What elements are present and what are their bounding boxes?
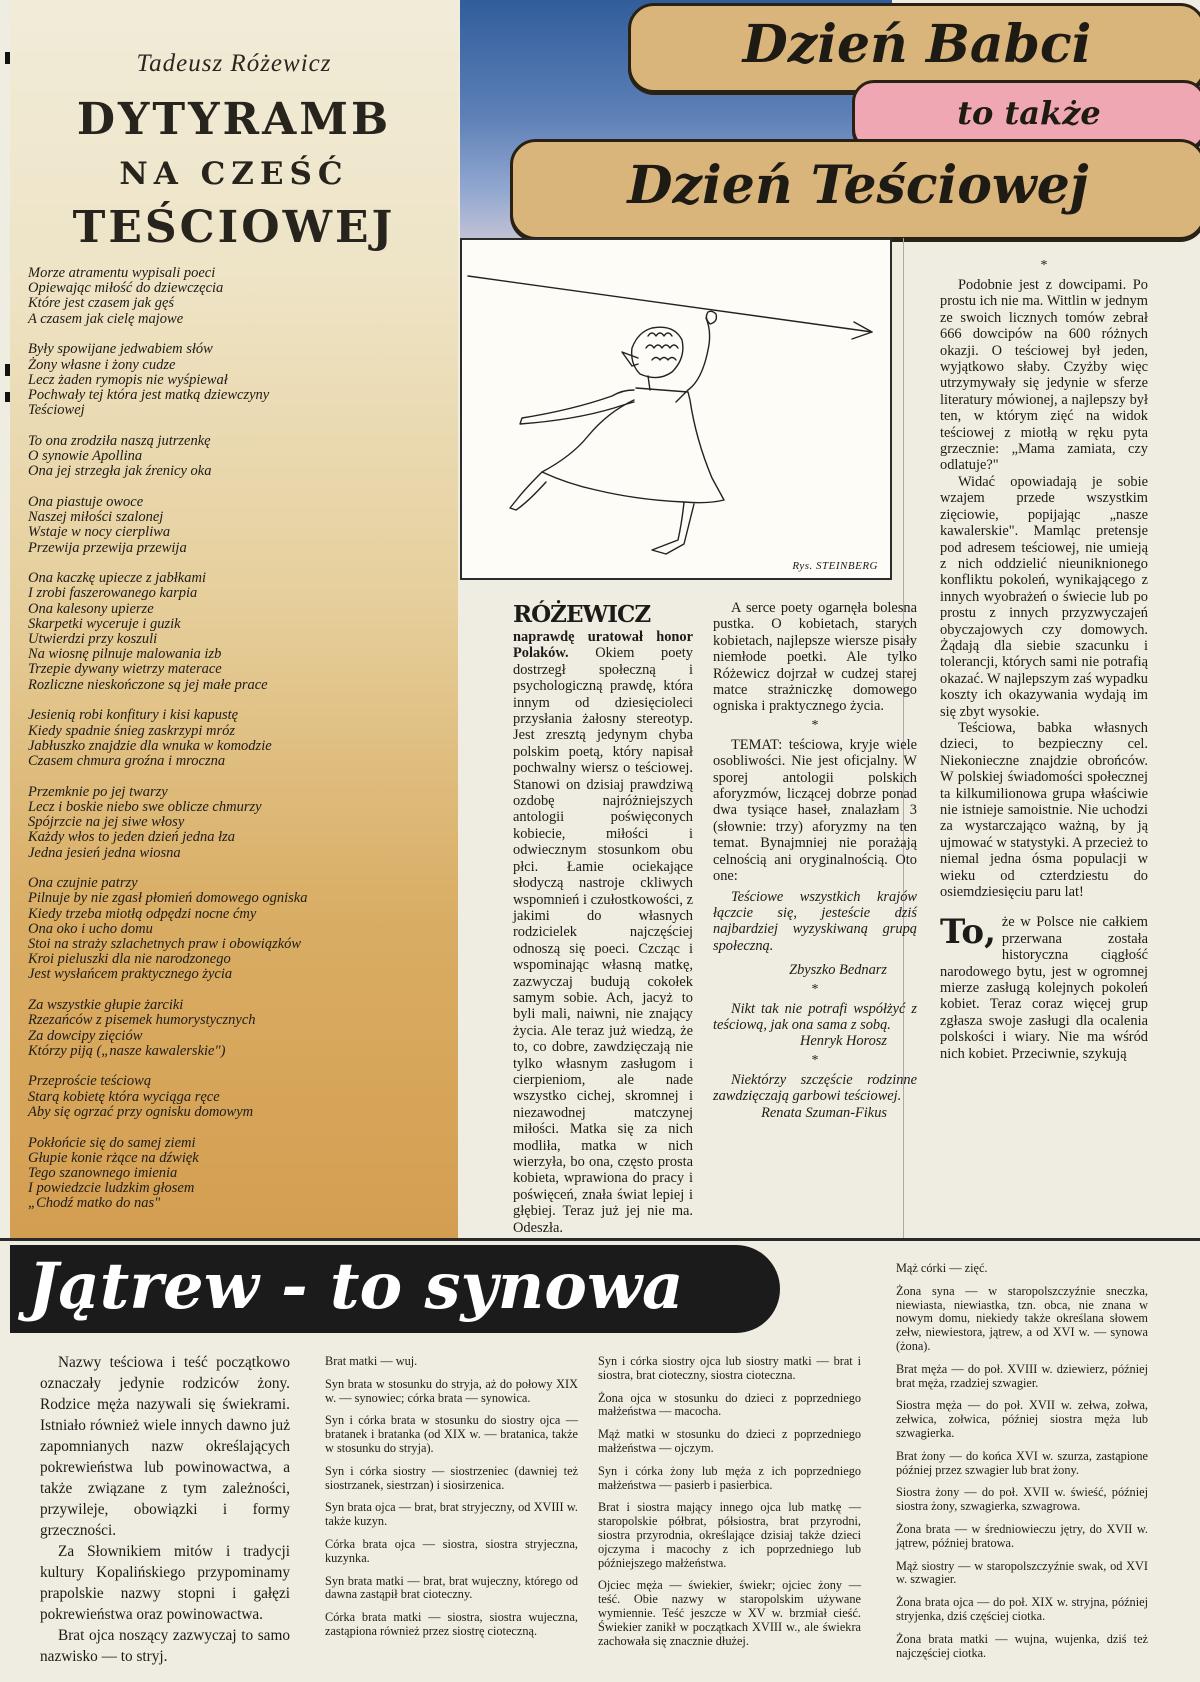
poem-line: Aby się ogrzać przy ognisku domowym [28,1103,254,1120]
poem-line: Utwierdzi przy koszuli [28,631,158,648]
poem-stanza [28,876,448,982]
separator-star: * [811,981,819,997]
poem-line: Ona jej strzegła jak źrenicy oka [28,463,212,480]
poem-line: I powiedzcie ludzkim głosem [28,1180,195,1197]
poem-line: Starą kobietę która wyciąga ręce [28,1088,220,1105]
article-column-1 [513,600,693,1236]
drop-cap: To, [940,912,996,953]
poem-line: Jedna jesień jedna wiosna [28,844,181,861]
kinship-column-2 [598,1355,861,1657]
poem-line: Naszej miłości szalonej [28,509,164,526]
kinship-entry: Brat żony — do końca XVI w. szurza, zastąpione później przez szwagier lub brat żony. [896,1448,1148,1477]
poem-line: Kiedy spadnie śnieg zaskrzypi mróz [28,722,236,739]
poem-line: Jesienią robi konfitury i kisi kapustę [28,707,239,724]
poem-line: Tego szanownego imienia [28,1164,178,1181]
poem-title-line: TEŚCIOWEJ [72,202,396,253]
poem-line: Przewija przewija przewija [28,539,187,556]
kinship-entry: Mąż siostry — w staropolszczyźnie swak, od XVI w. szwagier. [896,1558,1148,1587]
kinship-entry: Mąż matki w stosunku do dzieci z poprzedniego małżeństwa — ojczym. [598,1427,861,1455]
poem-line: Stoi na straży szlachetnych praw i obowiązków [28,936,302,953]
poem-line: Żony własne i żony cudze [28,356,176,373]
intro-paragraph: Za Słownikiem mitów i tradycji kultury Kopalińskiego przypominamy prapolskie nazwy stopni i gałęzi pokrewieństwa oraz powinowactwa. [40,1543,290,1623]
kinship-entry: Syn brata matki — brat, brat wujeczny, którego od dawna zastąpił brat cioteczny. [325,1573,578,1602]
article-column-2 [713,600,917,1121]
kinship-entry: Córka brata matki — siostra, siostra wujeczna, zastąpiona również przez siostrę cioteczną. [325,1610,578,1638]
poem-line: Na wiosnę pilnuje malowania izb [28,646,222,663]
poem-line: Pilnuje by nie zgasł płomień domowego ogniska [28,890,308,907]
bottom-intro-column [40,1352,290,1667]
kinship-entry: Brat matki — wuj. [325,1354,418,1368]
kinship-entry: Mąż córki — zięć. [896,1261,988,1275]
aphorism-author: Zbyszko Bednarz [789,962,887,979]
aphorism-quote: Nikt tak nie potrafi współżyć z teściową, jak ona sama z sobą. [713,1000,917,1033]
article-column-3 [940,255,1148,1062]
separator-star: * [811,717,819,733]
banner-to-takze: to także [852,80,1200,151]
poem-line: Lecz żaden rymopis nie wyśpiewał [28,371,228,388]
illustration-frame [460,238,892,580]
poem-stanza [28,785,448,861]
poem-line: Morze atramentu wypisali poeci [28,265,216,281]
poem-title [10,92,458,256]
poem-line: Rozliczne nieskończone są jej małe prace [28,676,268,693]
aphorism-author: Renata Szuman-Fikus [761,1104,887,1121]
kinship-entry: Syn i córka siostry ojca lub siostry matki — brat i siostra, brat cioteczny, siostra cioteczna. [598,1354,861,1382]
kinship-entry: Córka brata ojca — siostra, siostra stryjeczna, kuzynka. [325,1536,578,1565]
poem-stanza [28,1136,448,1212]
poem-stanza [28,495,448,556]
article-paragraph: Okiem poety dostrzegł społeczną i psychologiczną prawdę, która innym od dziesięcioleci przysłania żałosny stereotyp. Jest zresztą jedynym chyba polskim poetą, który napisał pochwalny wiersz o teściowej. Stanowi on dzisiaj prawdziwą ozdobę najróżniejszych antologii poświęconych kobiecie, miłości i odwiecznym stosunkom obu płci. Łamie ociekające słodyczą nastroje ckliwych wspomnień i czułostkowości, z jakimi do własnych rodzicielek najczęściej odnoszą się poeci. Czcząc i wspominając własną matkę, zazwyczaj budują cokołek samym sobie. Ach, jacyż to byli mali, naiwni, nie znający życia. Ale teraz już wiedzą, że to, co dobre, zawdzięczają nie tylko własnym zasługom i cierpieniom, ale nade wszystko cichej, skromnej i niezawodnej matczynej miłości. Matka się za nich modliła, matka w nich wierzyła, bo ona, często prosta kobieta, wprawiona do pracy i poświęceń, znała świat lepiej i głębiej. Teraz już jej nie ma. Odeszła. [513,645,693,1236]
poem-line: Skarpetki wyceruje i guzik [28,615,181,632]
poem-stanza [28,434,448,480]
aphorism-quote: Teściowe wszystkich krajów łączcie się, jesteście dziś najbardziej wyzyskiwaną grupą społeczną. [713,888,917,954]
kinship-entry: Brat męża — do poł. XVIII w. dziewierz, później brat męża, rzadziej szwagier. [896,1361,1148,1390]
illustration-caption: Rys. STEINBERG [792,560,878,572]
poem-line: To ona zrodziła naszą jutrzenkę [28,432,211,449]
kinship-entry: Syn i córka żony lub męża z ich poprzedniego małżeństwa — pasierb i pasierbica. [598,1463,861,1492]
poem-stanza [28,342,448,418]
poem-line: Kroi pieluszki dla nie narodzonego [28,951,231,968]
kinship-entry: Siostra męża — do poł. XVII w. zełwa, zołwa, zełwica, zołwica, później siostra męża lub szwagierka. [896,1398,1148,1440]
poem-line: Wstaje w nocy cierpliwa [28,524,171,541]
kinship-entry: Brat i siostra mający innego ojca lub matkę — staropolskie półbrat, półsiostra, brat przyrodni, siostra przyrodnia, określające dzisiaj także dzieci ojczyma i macochy z ich poprzedniego lub późniejszego małżeństwa. [598,1500,861,1570]
poem-line: Przemknie po jej twarzy [28,783,168,800]
poem-line: Ona oko i ucho domu [28,920,153,937]
section-divider [0,1238,1200,1241]
article-paragraph: Podobnie jest z dowcipami. Po prostu ich nie ma. Wittlin w jednym ze swoich licznych tomów zebrał 666 dowcipów na 600 różnych okazji. O teściowej był jeden, wyjątkowo słaby. Czyżby więc utrzymywały się jedynie w sferze literatury mówionej, a najlepszy był ten, w którym zięć na widok teściowej z miotłą w ręku pyta grzecznie: „Mama zamiata, czy odlatuje?" [940,277,1148,474]
poem-line: Lecz i boskie niebo swe oblicze chmurzy [28,798,262,815]
poem-line: Spójrzcie na jej siwe włosy [28,814,185,831]
bottom-banner-title: Jątrew - to synowa [10,1245,780,1333]
poem-line: Które jest czasem jak gęś [28,295,175,312]
poem-line: Opiewając miłość do dziewczęcia [28,280,224,297]
poem-line: A czasem jak cielę majowe [28,310,184,327]
kinship-entry: Syn i córka brata w stosunku do siostry ojca — bratanek i bratanka (od XIX w. — bratanica, także w stosunku do stryja). [325,1413,578,1455]
poem-line: Przeproście teściową [28,1073,152,1090]
poem-line: Ona kalesony upierze [28,600,154,617]
poem-line: Rzezańców z pisemek humorystycznych [28,1012,256,1029]
poem-stanza [28,1074,448,1120]
kinship-entry: Siostra żony — do poł. XVII w. świeść, później siostra żony, szwagierka, szwagrowa. [896,1485,1148,1514]
javelin-woman-illustration [462,240,890,578]
poem-title-line: NA CZEŚĆ [119,156,349,192]
poem-line: I zrobi faszerowanego karpia [28,585,198,602]
poem-line: Pokłońcie się do samej ziemi [28,1134,196,1151]
article-paragraph: Teściowa, babka własnych dzieci, to bezpieczny cel. Niekonieczne znajdzie obrońców. W polskiej świadomości społecznej ta kilkumilionowa grupa właściwie nie istnieje samoistnie. Nie uchodzi za wystarczająco ważną, by ją ujmować w statystyki. A przecież to niemal jedna ósma populacji w wieku od czterdziestu do osiemdziesięciu paru lat! [940,719,1148,901]
poem-body [28,266,448,1227]
poem-line: Którzy piją („nasze kawalerskie") [28,1042,226,1059]
poem-line: Za wszystkie głupie żarciki [28,997,184,1014]
poem-author: Tadeusz Różewicz [136,50,332,77]
poem-stanza [28,571,448,693]
intro-paragraph: Brat ojca noszący zazwyczaj to samo nazwisko — to stryj. [40,1627,290,1665]
separator-star: * [1040,258,1048,273]
article-paragraph: A serce poety ogarnęła bolesna pustka. O kobietach, starych kobietach, najlepsze wiersze pisały niemłode poetki. Ale tylko Różewicz dojrzał w cudzej starej matce strażniczkę domowego ogniska i praktycznego życia. [713,600,917,715]
aphorism-quote: Niektórzy szczęście rodzinne zawdzięczają garbowi teściowej. [713,1071,917,1105]
banner-dzien-tesciowej: Dzień Teściowej [510,139,1200,240]
intro-paragraph: Nazwy teściowa i teść początkowo oznaczały jedynie rodziców żony. Rodzice męża nazywali się świekrami. Istniało również wiele innych dawno już zapomnianych nazw określających pokrewieństwa lub powinowactwa, a także związane z tym zależności, przywileje, obowiązki i formy grzeczności. [40,1354,290,1539]
poem-line: Czasem chmura groźna i mroczna [28,752,226,769]
poem-line: Pochwały tej która jest matką dziewczyny [28,386,270,403]
article-paragraph: że w Polsce nie całkiem przerwana została historyczna ciągłość narodowego bytu, jest w ogromnej mierze zasługą kolejnych pokoleń kobiet. Teraz coraz więcej grup zgłasza swoje zasługi dla ocalenia polskości i wiary. Nie ma wśród nich kobiet. Przeciwnie, szykują [940,914,1148,1062]
kinship-entry: Żona brata matki — wujna, wujenka, dziś też najczęściej ciotka. [896,1631,1148,1660]
poem-line: Ona czujnie patrzy [28,875,138,892]
kinship-entry: Ojciec męża — świekier, świekr; ojciec żony — teść. Obie nazwy w staropolskim używane wymiennie. Teść jeszcze w XV w. brzmiał cieść. Świekier zanikł w początkach XVIII w., ale świekra zachowała się znacznie dłużej. [598,1578,861,1648]
poem-line: Teściowej [28,402,85,419]
poem-line: Każdy włos to jeden dzień jedna łza [28,829,236,846]
article-paragraph: Widać opowiadają je sobie wzajem przede wszystkim zięciowie, popijając „nasze kawalerskie". Mamląc pretensje pod adresem teściowej, nie umieją z nich oddzielić nieuniknionego konfliktu pokoleń, wynikającego z innych wyobrażeń o świecie lub po prostu z innych przyzwyczajeń obyczajowych czy domowych. Żądają dla siebie szacunku i tolerancji, których sami nie potrafią okazać. W najlepszym zaś wypadku koszty ich okazywania wydają im się zbyt wysokie. [940,473,1148,720]
article-lead-name: RÓŻEWICZ [513,601,651,628]
kinship-entry: Żona brata ojca — do poł. XIX w. stryjna, później stryjenka, dziś częściej ciotka. [896,1595,1148,1623]
poem-line: Ona kaczkę upiecze z jabłkami [28,570,206,587]
kinship-entry: Syn brata ojca — brat, brat stryjeczny, od XVIII w. także kuzyn. [325,1500,578,1529]
poem-line: „Chodź matko do nas" [28,1195,161,1212]
poem-line: Kiedy trzeba miotłą odpędzi nocne ćmy [28,905,257,922]
poem-line: Za dowcipy zięciów [28,1027,143,1044]
kinship-entry: Żona ojca w stosunku do dzieci z poprzedniego małżeństwa — macocha. [598,1390,861,1419]
kinship-entry: Żona brata — w średniowieczu jętry, do XVII w. jątrew, później bratowa. [896,1521,1148,1550]
kinship-entry: Syn brata w stosunku do stryja, aż do połowy XIX w. — synowiec; córka brata — synowica. [325,1376,578,1405]
kinship-entry: Syn i córka siostry — siostrzeniec (dawniej też siostrzanek, siestrzan) i siosirzenica. [325,1463,578,1492]
article-lead-rest: naprawdę uratował honor Polaków. [513,629,693,662]
article-paragraph: TEMAT: teściowa, kryje wiele osobliwości. Nie jest oficjalny. W sporej antologii polskich aforyzmów, liczącej dobrze ponad dwa tysiące haseł, znalazłam 3 (słownie: trzy) aforyzmy na ten temat. Bynajmniej nie porażają celnością ani oryginalnością. Oto one: [713,736,917,885]
poem-stanza [28,998,448,1059]
poem-line: Jest wysłańcem praktycznego życia [28,966,233,983]
poem-line: Głupie konie rżące na dźwięk [28,1149,199,1166]
kinship-column-3 [896,1262,1148,1669]
poem-line: Jabłuszko znajdzie dla wnuka w komodzie [28,737,272,754]
kinship-column-1 [325,1355,578,1648]
poem-line: Ona piastuje owoce [28,493,144,510]
aphorism-author: Henryk Horosz [800,1033,887,1050]
poem-line: Trzepie dywany wietrzy materace [28,661,222,678]
poem-line: Były spowijane jedwabiem słów [28,341,213,358]
poem-stanza [28,708,448,769]
poem-line: O synowie Apollina [28,448,143,465]
poem-stanza [28,266,448,327]
banner-dzien-babci: Dzień Babci [628,3,1200,93]
poem-column [10,0,458,1238]
poem-title-line: DYTYRAMB [76,94,392,145]
separator-star: * [811,1052,819,1068]
kinship-entry: Żona syna — w staropolszczyźnie sneczka, niewiasta, niewiastka, tzn. obca, nie znana w nowym domu, niekiedy także określana słowem zełw, niewiestora, jątrew, a od XVI w. — synowa (żona). [896,1283,1148,1353]
